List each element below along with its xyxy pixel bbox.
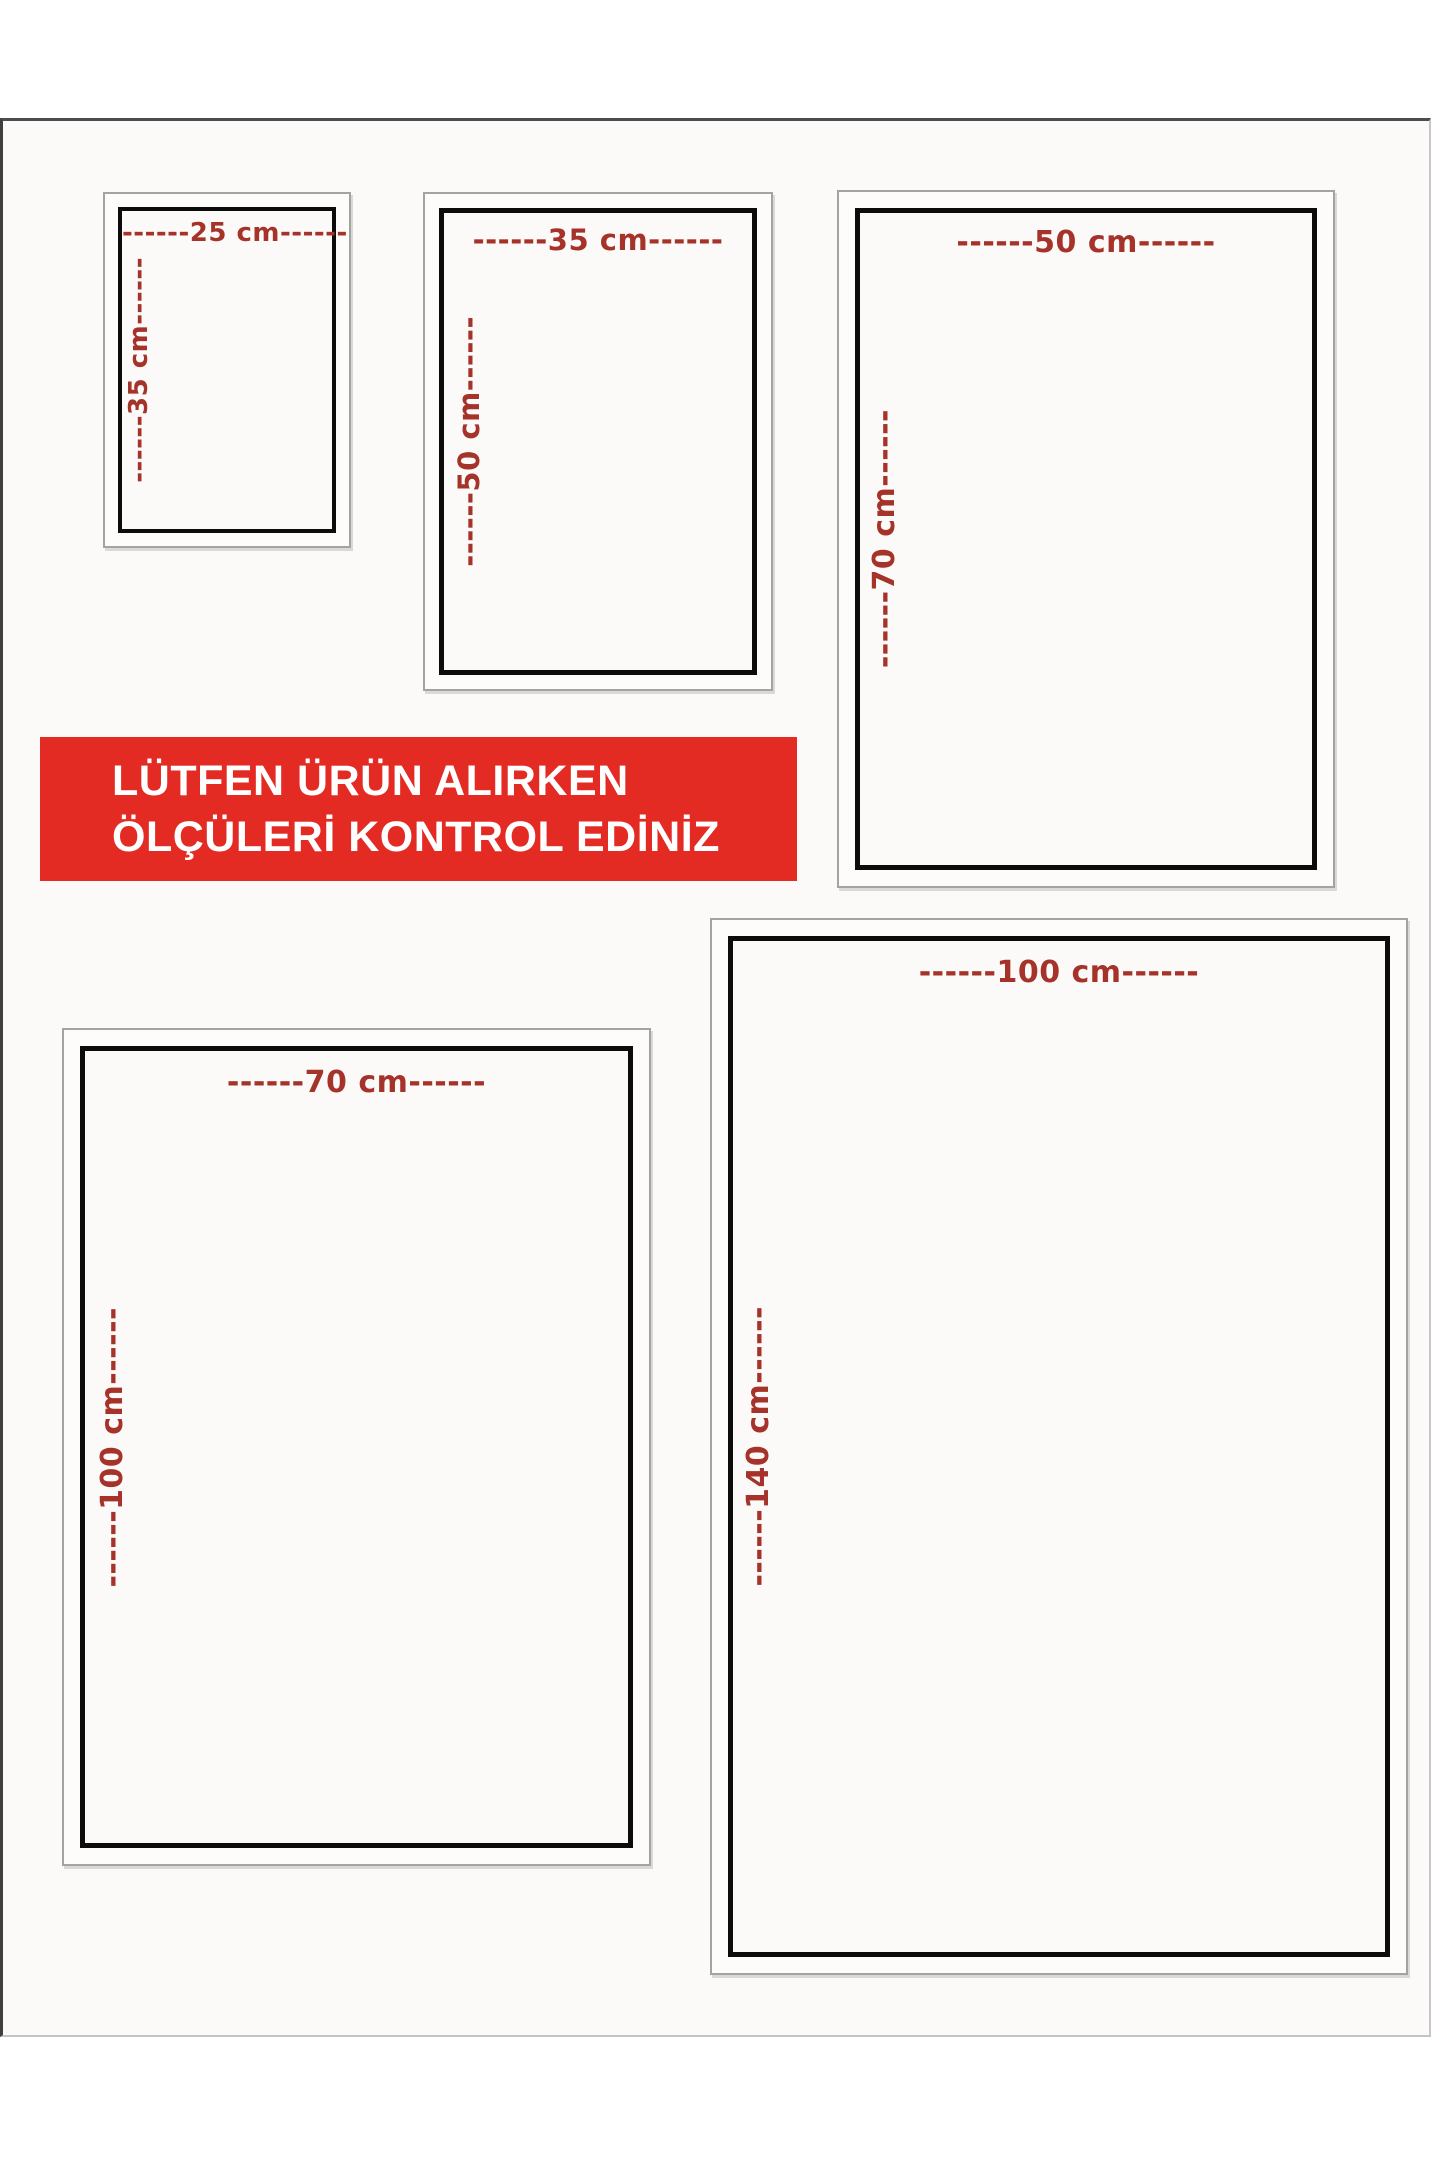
size-frame-50x70 — [855, 208, 1317, 870]
notice-banner — [40, 737, 797, 881]
size-diagram-50x70 — [837, 190, 1335, 888]
size-frame-70x100 — [80, 1046, 633, 1848]
size-diagram-25x35 — [103, 192, 351, 548]
height-label-140cm: ------140 cm------ — [741, 1306, 776, 1587]
height-label-wrap-140cm — [741, 941, 776, 1952]
width-label-70cm: ------70 cm------ — [226, 1065, 487, 1100]
size-frame-35x50 — [439, 208, 757, 675]
height-label-wrap-50cm — [452, 213, 486, 670]
size-frame-25x35 — [118, 207, 348, 533]
width-label-35cm: ------35 cm------ — [472, 223, 724, 257]
height-label-wrap-70cm — [867, 213, 902, 865]
height-label-100cm: ------100 cm------ — [95, 1306, 130, 1588]
banner-line-2: ÖLÇÜLERİ KONTROL EDİNİZ — [112, 813, 720, 861]
height-label-wrap-100cm — [95, 1051, 130, 1843]
size-diagram-100x140 — [710, 918, 1408, 1975]
height-label-70cm: ------70 cm------ — [867, 409, 902, 669]
size-diagram-35x50 — [423, 192, 773, 691]
width-label-25cm: ------25 cm------ — [122, 218, 348, 248]
width-label-50cm: ------50 cm------ — [956, 225, 1216, 260]
height-label-35cm: ------35 cm------ — [124, 257, 154, 483]
size-diagram-70x100 — [62, 1028, 651, 1866]
height-label-50cm: ------50 cm------ — [452, 316, 486, 567]
width-label-100cm: ------100 cm------ — [918, 955, 1200, 990]
height-label-wrap-35cm — [124, 211, 154, 529]
banner-line-1: LÜTFEN ÜRÜN ALIRKEN — [112, 757, 629, 805]
size-frame-100x140 — [728, 936, 1390, 1957]
